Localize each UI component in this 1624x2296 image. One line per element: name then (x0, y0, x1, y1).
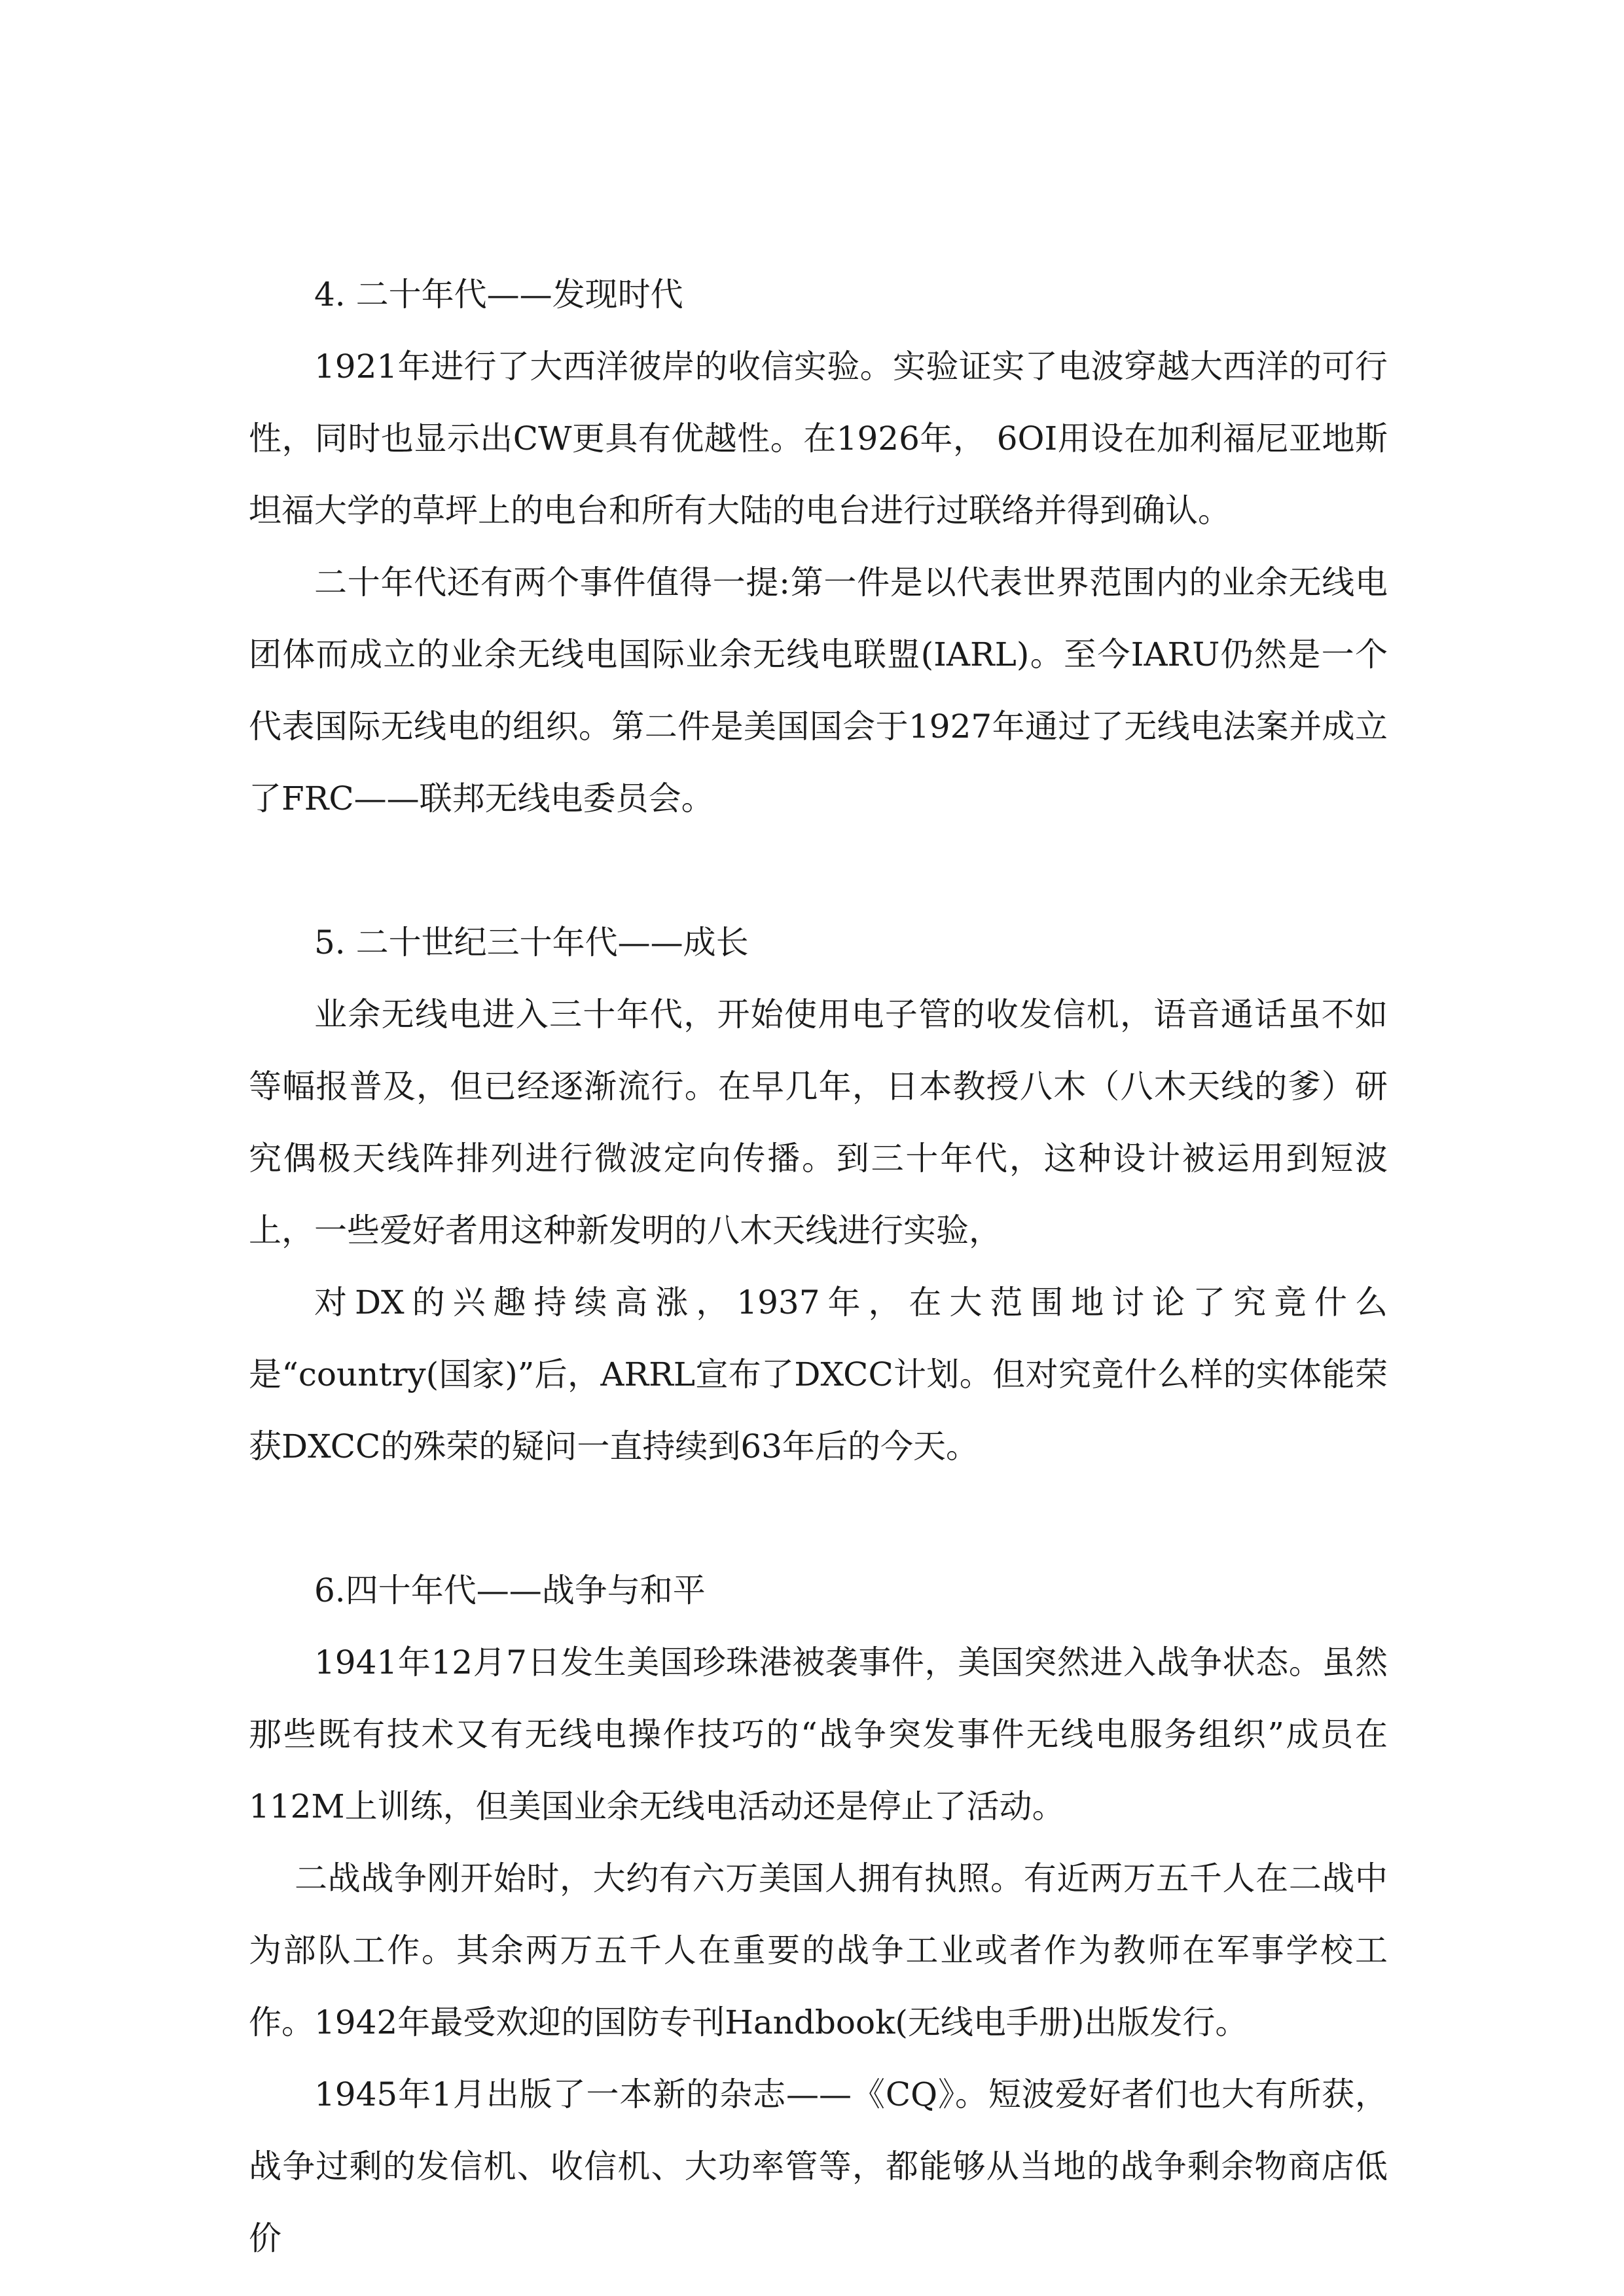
section-heading: 4. 二十年代——发现时代 (314, 276, 683, 314)
page-content (249, 259, 1388, 2274)
paragraph: 业余无线电进入三十年代，开始使用电子管的收发信机，语音通话虽不如等幅报普及，但已经逐渐流行。在早几年，日本教授八木（八木天线的爹）研究偶极天线阵排列进行微波定向传播。到三十年代，这种设计被运用到短波上，一些爱好者用这种新发明的八木天线进行实验， (249, 996, 1388, 1249)
section-1940s (249, 1554, 1388, 2274)
paragraph: 1945年1月出版了一本新的杂志——《CQ》。短波爱好者们也大有所获，战争过剩的发信机、收信机、大功率管等，都能够从当地的战争剩余物商店低价 (249, 2075, 1388, 2257)
paragraph: 1941年12月7日发生美国珍珠港被袭事件，美国突然进入战争状态。虽然那些既有技术又有无线电操作技巧的“战争突发事件无线电服务组织”成员在112M上训练，但美国业余无线电活动还是停止了活动。 (249, 1643, 1388, 1825)
paragraph: 二战战争刚开始时，大约有六万美国人拥有执照。有近两万五千人在二战中为部队工作。其余两万五千人在重要的战争工业或者作为教师在军事学校工作。1942年最受欢迎的国防专刊Handbook(无线电手册)出版发行。 (249, 1859, 1388, 2041)
section-heading: 5. 二十世纪三十年代——成长 (314, 924, 749, 961)
section-1930s (249, 906, 1388, 1482)
paragraph: 1921年进行了大西洋彼岸的收信实验。实验证实了电波穿越大西洋的可行性，同时也显示出CW更具有优越性。在1926年， 6OI用设在加利福尼亚地斯坦福大学的草坪上的电台和所有大陆的电台进行过联络并得到确认。 (249, 348, 1388, 529)
paragraph: 二十年代还有两个事件值得一提:第一件是以代表世界范围内的业余无线电团体而成立的业余无线电国际业余无线电联盟(IARL)。至今IARU仍然是一个代表国际无线电的组织。第二件是美国国会于1927年通过了无线电法案并成立了FRC——联邦无线电委员会。 (249, 564, 1388, 817)
section-1920s (249, 259, 1388, 834)
paragraph: 对DX的兴趣持续高涨，1937年，在大范围地讨论了究竟什么是“country(国家)”后，ARRL宣布了DXCC计划。但对究竟什么样的实体能荣获DXCC的殊荣的疑问一直持续到63年后的今天。 (249, 1283, 1388, 1465)
section-spacer (249, 1482, 1388, 1554)
section-spacer (249, 834, 1388, 906)
section-heading: 6.四十年代——战争与和平 (314, 1571, 706, 1609)
